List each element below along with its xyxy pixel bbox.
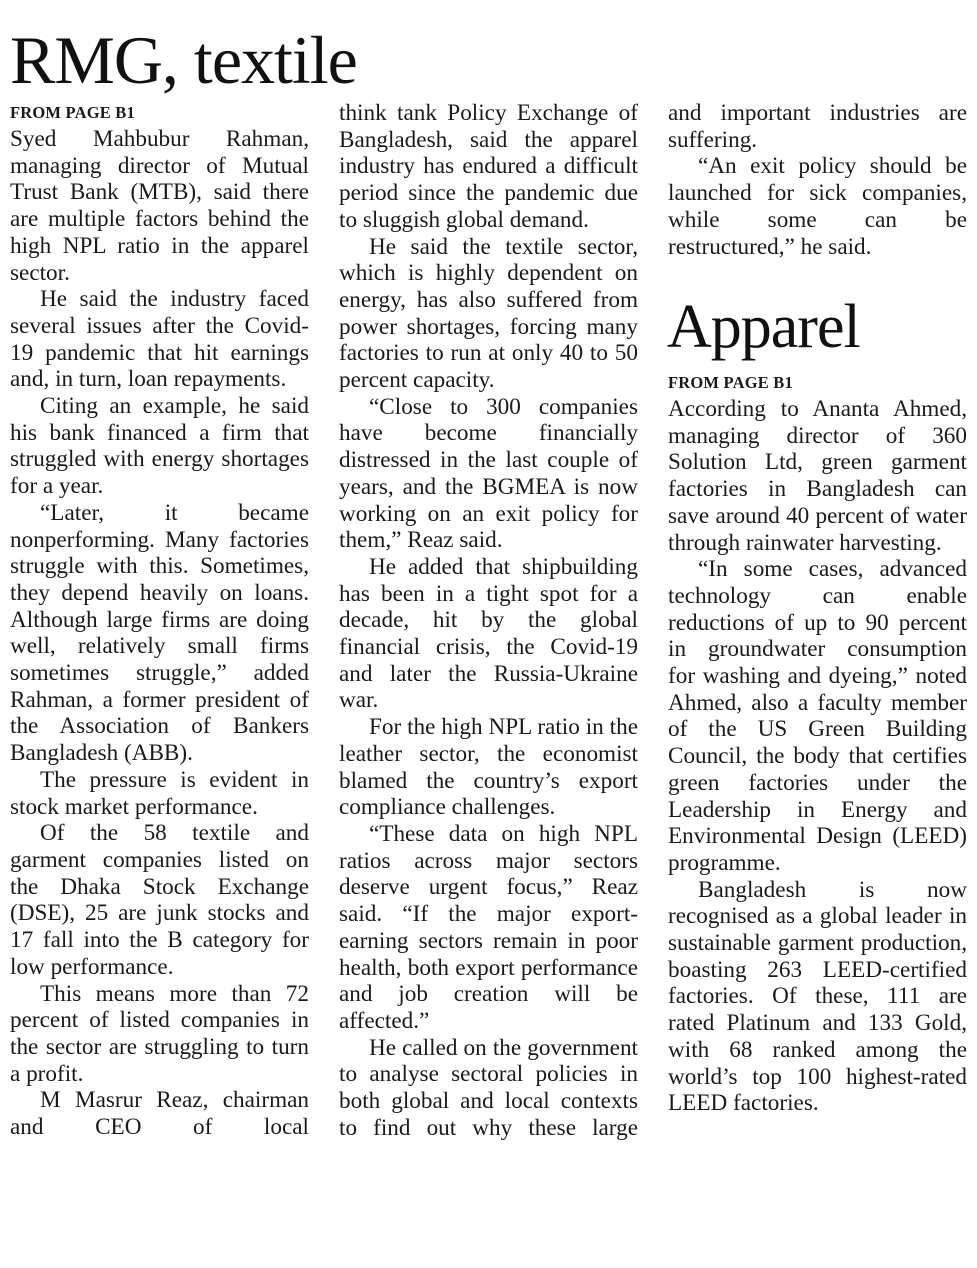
paragraph-continuation: and important industries are suffering.: [668, 100, 967, 153]
paragraph: “Close to 300 companies have become financially distressed in the last couple of years, and the BGMEA is now working on an exit policy for them,” Reaz said.: [339, 393, 638, 554]
apparel-article-column: [668, 370, 967, 1117]
paragraph: This means more than 72 percent of listed companies in the sector are struggling to turn a profit.: [10, 980, 309, 1087]
paragraph: He said the textile sector, which is highly dependent on energy, has also suffered from power shortages, forcing many factories to run at only 40 to 50 percent capacity.: [339, 233, 638, 394]
article-column-3: [668, 100, 967, 260]
headline-rmg-textile: RMG, textile: [10, 22, 357, 98]
paragraph: The pressure is evident in stock market performance.: [10, 766, 309, 820]
paragraph: “Later, it became nonperforming. Many factories struggle with this. Sometimes, they depend heavily on loans. Although large firms are doing well, relatively small firms sometimes struggle,” added Rahman, a former president of the Association of Bankers Bangladesh (ABB).: [10, 499, 309, 767]
paragraph: “These data on high NPL ratios across major sectors deserve urgent focus,” Reaz said. “If the major export-earning sectors remain in poor health, both export performance and job creation will be affected.”: [339, 820, 638, 1034]
paragraph: According to Ananta Ahmed, managing director of 360 Solution Ltd, green garment factories in Bangladesh can save around 40 percent of water through rainwater harvesting.: [668, 396, 967, 556]
article-column-2: [339, 100, 638, 1141]
paragraph: Syed Mahbubur Rahman, managing director of Mutual Trust Bank (MTB), said there are multiple factors behind the high NPL ratio in the apparel sector.: [10, 126, 309, 286]
kicker-from-page: FROM PAGE B1: [668, 373, 793, 392]
headline-apparel: Apparel: [667, 293, 860, 361]
kicker-from-page: FROM PAGE B1: [10, 103, 135, 122]
paragraph-continuation: think tank Policy Exchange of Bangladesh, said the apparel industry has endured a difficult period since the pandemic due to sluggish global demand.: [339, 100, 638, 233]
paragraph: Citing an example, he said his bank financed a firm that struggled with energy shortages for a year.: [10, 393, 309, 500]
article-column-1: [10, 100, 309, 1141]
paragraph: “An exit policy should be launched for sick companies, while some can be restructured,” he said.: [668, 153, 967, 260]
paragraph: Of the 58 textile and garment companies listed on the Dhaka Stock Exchange (DSE), 25 are junk stocks and 17 fall into the B category for low performance.: [10, 820, 309, 980]
paragraph: For the high NPL ratio in the leather sector, the economist blamed the country’s export compliance challenges.: [339, 714, 638, 821]
paragraph: “In some cases, advanced technology can enable reductions of up to 90 percent in groundwater consumption for washing and dyeing,” noted Ahmed, also a faculty member of the US Green Building Council, the body that certifies green factories under the Leadership in Energy and Environmental Design (LEED) programme.: [668, 556, 967, 876]
paragraph-continued: He called on the government to analyse sectoral policies in both global and local contexts to find out why these large: [339, 1034, 638, 1141]
paragraph: He added that shipbuilding has been in a tight spot for a decade, hit by the global financial crisis, the Covid-19 and later the Russia-Ukraine war.: [339, 553, 638, 714]
paragraph: He said the industry faced several issues after the Covid-19 pandemic that hit earnings and, in turn, loan repayments.: [10, 286, 309, 393]
paragraph: Bangladesh is now recognised as a global leader in sustainable garment production, boasting 263 LEED-certified factories. Of these, 111 are rated Platinum and 133 Gold, with 68 ranked among the world’s top 100 highest-rated LEED factories.: [668, 876, 967, 1117]
paragraph-continued: M Masrur Reaz, chairman and CEO of local: [10, 1087, 309, 1141]
